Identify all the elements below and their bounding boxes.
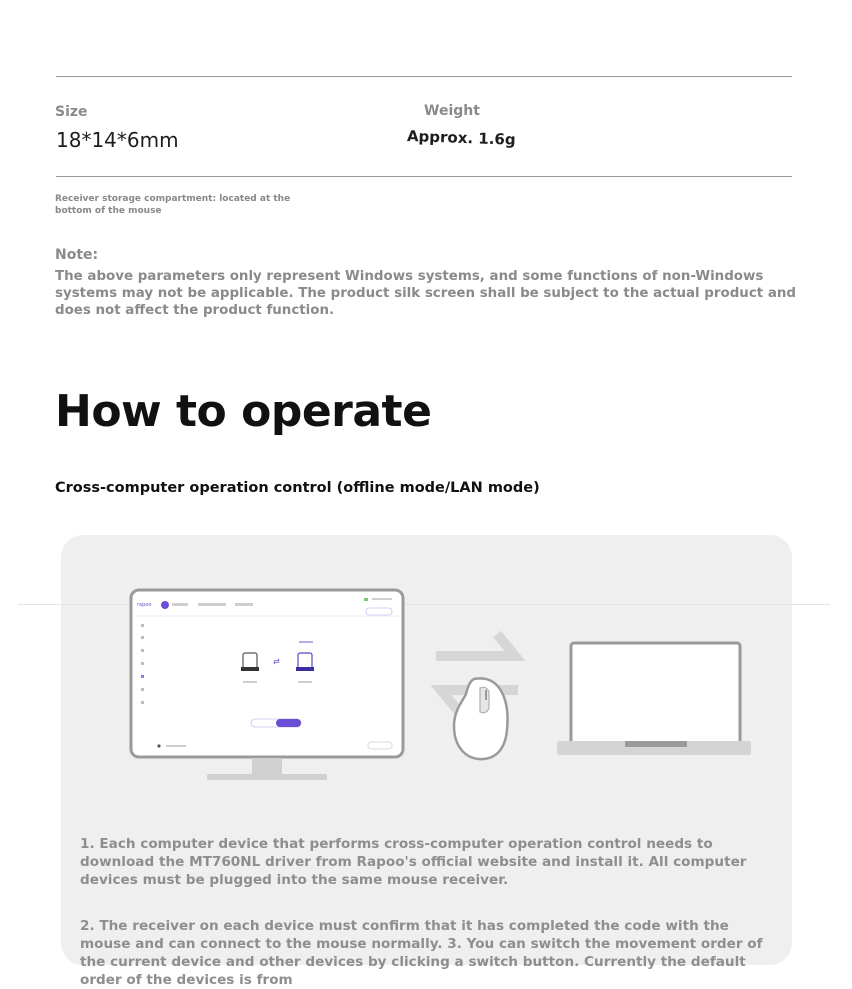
- note-body: The above parameters only represent Windows systems, and some functions of non-Windows systems may not be applicable. The product silk screen shall be subject to the actual product and does not affect the product function.: [55, 269, 796, 318]
- weight-value: Approx. 1.6g: [406, 127, 516, 149]
- step-1-text: 1. Each computer device that performs cross-computer operation control needs to download the MT760NL driver from Rapoo's official website and install it. All computer devices must be plugged into the same mouse receiver.: [80, 836, 747, 888]
- size-value: 18*14*6mm: [56, 128, 179, 152]
- receiver-storage-note: Receiver storage compartment: located at the bottom of the mouse: [55, 194, 291, 216]
- desktop-monitor-icon: [131, 590, 403, 780]
- section-subtitle: Cross-computer operation control (offline mode/LAN mode): [55, 480, 540, 496]
- weight-label: Weight: [424, 103, 480, 119]
- svg-text:⇄: ⇄: [273, 657, 280, 666]
- note-title: Note:: [55, 247, 99, 263]
- size-label: Size: [55, 104, 88, 120]
- section-title: How to operate: [55, 386, 432, 437]
- step-2-text: 2. The receiver on each device must confirm that it has completed the code with the mouse and can connect to the mouse normally. 3. You can switch the movement order of the current device and other devices by clicking a switch button. Currently the default order of the devices is from: [80, 918, 763, 988]
- laptop-icon: [557, 643, 751, 755]
- app-brand-text: rapoo: [137, 602, 152, 608]
